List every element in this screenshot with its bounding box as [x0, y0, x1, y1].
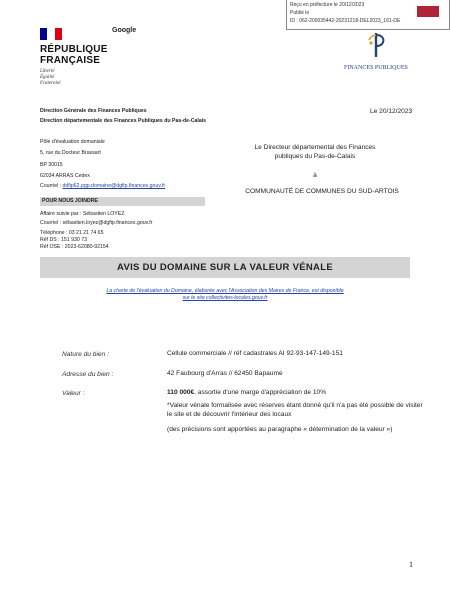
sender-email-link[interactable]: ddfip62.pgp.domaine@dgfip.finances.gouv.fr [62, 183, 166, 189]
recipient-from: Le Directeur départemental des Finances publiques du Pas-de-Calais [254, 144, 376, 160]
adresse-value: 42 Faubourg d'Arras // 62450 Bapaume [167, 370, 283, 377]
stamp-received: Reçu en préfecture le 20/12/2023 [290, 2, 365, 8]
charte-line-1[interactable]: La charte de l'évaluation du Domaine, élaborée avec l'Association des Maires de France, est disponible [106, 288, 344, 294]
sender-email-line [40, 183, 165, 190]
contact-ref-ds: Réf DS : 151 930 73 [40, 237, 88, 243]
nature-value: Cellule commerciale // réf cadastrales AI 92-93-147-149-151 [167, 350, 343, 357]
google-label: Google [112, 27, 137, 34]
nature-label: Nature du bien : [62, 351, 109, 358]
finances-publiques-logo [344, 32, 408, 71]
valeur-note-precisions: (des précisions sont apportées au paragraphe « détermination de la valeur ») [167, 426, 393, 433]
valeur-value [167, 388, 417, 397]
sender-email-label: Courriel : [40, 183, 63, 189]
adresse-label: Adresse du bien : [62, 371, 114, 378]
finances-publiques-emblem-icon [365, 32, 387, 58]
republique-francaise-logo [40, 28, 108, 87]
motto-liberte: Liberté [40, 69, 55, 74]
stamp-logo-icon [417, 6, 439, 17]
stamp-published: Publié le [290, 10, 310, 16]
sender-bp: BP 30015 [40, 162, 63, 168]
republic-line-1: RÉPUBLIQUE [40, 44, 108, 55]
contact-suivi: Affaire suivie par : Sébastien LOYEZ [40, 211, 125, 217]
charte-link[interactable] [60, 288, 390, 302]
contact-telephone: Téléphone : 03 21 21 74 65 [40, 230, 104, 236]
recipient-a: à [313, 172, 317, 179]
recipient-to: COMMUNAUTÉ DE COMMUNES DU SUD-ARTOIS [245, 188, 399, 195]
document-title: AVIS DU DOMAINE SUR LA VALEUR VÉNALE [40, 257, 410, 278]
valeur-label: Valeur : [62, 390, 85, 397]
prefecture-stamp [286, 0, 450, 30]
stamp-id: ID : 062-200035442-20231218-DEL2023_161-DE [290, 18, 401, 24]
contact-ref-ose: Réf OSE : 2023-62080-92154 [40, 244, 109, 250]
motto-fraternite: Fraternité [40, 81, 61, 86]
contact-email[interactable]: Courriel : sébastien.loyez@dgfip.finances.gouv.fr [40, 220, 153, 226]
valeur-note-reserves: *Valeur vénale formalisée avec réserves étant donné qu'il n'a pas été possible de visiter le site et de découvrir l'intérieur des locaux [167, 402, 423, 418]
republic-line-2: FRANÇAISE [40, 55, 101, 66]
motto-egalite: Égalité [40, 75, 55, 80]
sender-pole: Pôle d'évaluation domaniale [40, 139, 105, 145]
valeur-margin: , assortie d'une marge d'appréciation de 10% [194, 389, 327, 396]
sender-ddfip: Direction départementale des Finances Publiques du Pas-de-Calais [40, 118, 207, 124]
tricolor-flag-icon [40, 28, 62, 40]
page-number: 1 [409, 560, 413, 569]
valeur-amount: 110 000€ [167, 389, 195, 396]
charte-line-2[interactable]: sur le site collectivites-locales.gouv.fr [182, 295, 268, 301]
sender-dgfip: Direction Générale des Finances Publiques [40, 108, 147, 114]
letter-date: Le 20/12/2023 [370, 108, 413, 115]
contact-header: POUR NOUS JOINDRE [40, 197, 205, 206]
finances-publiques-name: FINANCES PUBLIQUES [344, 65, 408, 71]
sender-street: 5, rue du Docteur Brassart [40, 150, 101, 156]
sender-city: 62034 ARRAS Cedex [40, 173, 90, 179]
